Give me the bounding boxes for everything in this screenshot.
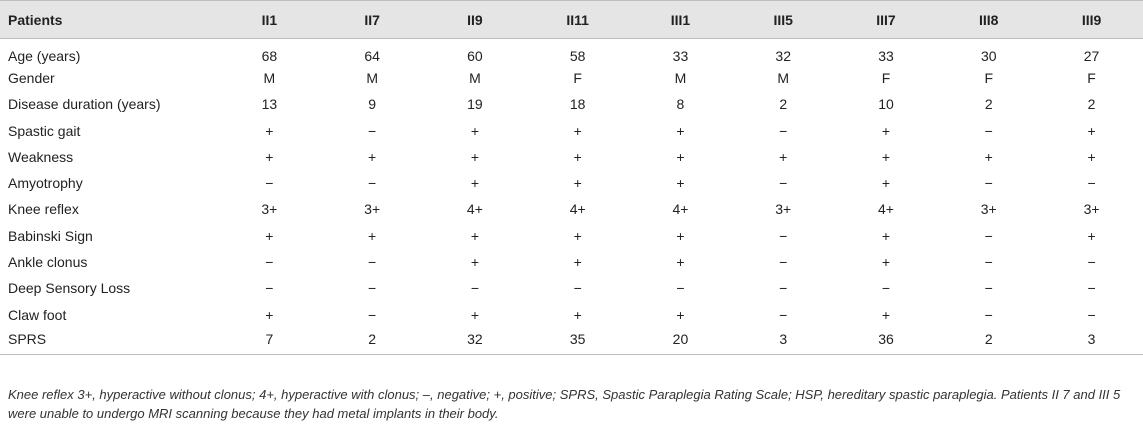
table-cell: 18	[569, 96, 586, 113]
table-cell: 4+	[672, 201, 689, 218]
header-cell: III5	[732, 1, 835, 39]
header-cell: III9	[1040, 1, 1143, 39]
table-cell: −	[1087, 254, 1096, 271]
table-cell: 35	[526, 328, 629, 354]
table-cell: +	[779, 148, 788, 165]
table-cell: +	[470, 122, 479, 139]
table-cell: 64	[364, 47, 380, 64]
table-cell: +	[881, 306, 891, 323]
table-cell: 33	[672, 47, 689, 64]
table-cell: F	[573, 69, 582, 86]
table-cell: +	[573, 227, 582, 244]
table-cell: +	[265, 122, 274, 139]
table-cell: M	[366, 69, 378, 86]
table-cell: 32	[424, 328, 527, 354]
table-cell: F	[984, 69, 994, 86]
table-cell: +	[368, 148, 377, 165]
table-cell: F	[1087, 69, 1096, 86]
table-cell: 33	[878, 47, 894, 64]
table-cell: 68	[261, 47, 278, 64]
table-cell: −	[779, 175, 788, 192]
table-cell: +	[368, 227, 377, 244]
table-row	[0, 275, 1143, 301]
table-cell: 10	[878, 96, 894, 113]
table-cell: +	[573, 122, 582, 139]
row-label: Gender	[8, 69, 55, 86]
row-label: Amyotrophy	[8, 175, 83, 192]
table-row	[0, 117, 1143, 143]
table-cell: 7	[218, 328, 321, 354]
table-cell: 30	[980, 47, 997, 64]
table-cell: +	[573, 306, 582, 323]
table-cell: −	[265, 175, 274, 192]
table-cell: 3+	[261, 201, 278, 218]
table-cell: +	[881, 122, 891, 139]
table-cell: 8	[676, 96, 685, 113]
table-cell: 58	[569, 47, 586, 64]
table-cell: 20	[629, 328, 732, 354]
table-cell: 4+	[877, 201, 894, 218]
table-row	[0, 196, 1143, 222]
table-cell: −	[779, 306, 788, 323]
table-cell: −	[368, 175, 377, 192]
table-header	[0, 1, 1143, 39]
table-cell: 32	[775, 47, 791, 64]
table-cell: M	[674, 69, 687, 86]
row-label: Babinski Sign	[8, 227, 93, 244]
table-cell: 60	[467, 47, 483, 64]
row-label: Deep Sensory Loss	[8, 280, 131, 297]
table-cell: 3+	[775, 201, 792, 218]
table-row	[0, 249, 1143, 275]
table-cell: +	[1087, 227, 1096, 244]
table-cell: 2	[321, 328, 424, 354]
table-cell: +	[676, 227, 685, 244]
table-cell: 4+	[466, 201, 483, 218]
table-cell: 3	[732, 328, 835, 354]
table-row	[0, 39, 1143, 65]
table-cell: +	[676, 254, 685, 271]
table-cell: 2	[984, 96, 993, 113]
table-cell: 2	[1087, 96, 1096, 113]
table-cell: +	[881, 175, 891, 192]
table-cell: +	[676, 306, 685, 323]
header-cell: II9	[424, 1, 527, 39]
header-cell: II1	[218, 1, 321, 39]
header-cell: III1	[629, 1, 732, 39]
table-cell: +	[470, 175, 479, 192]
table-cell: −	[368, 280, 377, 297]
table-cell: +	[573, 175, 582, 192]
table-cell: −	[265, 280, 274, 297]
table-cell: M	[263, 69, 276, 86]
table-cell: 2	[937, 328, 1040, 354]
table-row	[0, 170, 1143, 196]
table-cell: +	[470, 254, 479, 271]
table-cell: −	[368, 306, 377, 323]
table-cell: −	[984, 280, 993, 297]
table-cell: −	[881, 280, 891, 297]
table-cell: −	[676, 280, 685, 297]
table-cell: 3+	[1083, 201, 1100, 218]
table-cell: −	[470, 280, 479, 297]
table-cell: +	[881, 254, 891, 271]
table-cell: −	[1087, 306, 1096, 323]
table-cell: +	[676, 175, 685, 192]
table-cell: −	[984, 227, 993, 244]
table-cell: 3+	[364, 201, 381, 218]
header-cell: III8	[937, 1, 1040, 39]
table-cell: +	[881, 148, 891, 165]
table-cell: +	[265, 148, 274, 165]
row-label: Spastic gait	[8, 122, 81, 139]
table-cell: −	[984, 122, 993, 139]
table-row	[0, 223, 1143, 249]
table-cell: −	[779, 122, 788, 139]
table-cell: +	[881, 227, 891, 244]
table-cell: +	[984, 148, 993, 165]
table-cell: 2	[779, 96, 788, 113]
table-cell: M	[777, 69, 790, 86]
table-cell: 36	[835, 328, 938, 354]
table-cell: −	[779, 280, 788, 297]
table-cell: 3	[1040, 328, 1143, 354]
table-cell: −	[779, 254, 788, 271]
table-cell: M	[469, 69, 481, 86]
table-cell: +	[1087, 122, 1096, 139]
table-cell: +	[676, 148, 685, 165]
table-cell: 4+	[569, 201, 586, 218]
table-cell: +	[573, 148, 582, 165]
table-row	[0, 144, 1143, 170]
row-label: Disease duration (years)	[8, 96, 161, 113]
table-cell: +	[265, 227, 274, 244]
row-label: Knee reflex	[8, 201, 79, 218]
table-row	[0, 328, 1143, 354]
header-cell: II7	[321, 1, 424, 39]
table-row	[0, 301, 1143, 327]
table-cell: 3+	[980, 201, 997, 218]
header-cell: Patients	[0, 1, 218, 39]
table-cell: +	[265, 306, 274, 323]
row-label: Weakness	[8, 148, 74, 165]
row-label: Ankle clonus	[8, 254, 88, 271]
table-body	[0, 39, 1143, 355]
table-cell: −	[984, 254, 993, 271]
row-label: Age (years)	[8, 47, 81, 64]
row-label: Claw foot	[8, 306, 67, 323]
table-cell: 9	[368, 96, 377, 113]
table-cell: 27	[1083, 47, 1100, 64]
table-footnote: Knee reflex 3+, hyperactive without clonus; 4+, hyperactive with clonus; –, negative; +, positive; SPRS, Spastic Paraplegia Rating Scale; HSP, hereditary spastic paraplegia. Patients II 7 and III 5 were unable to undergo MRI scanning because they had metal implants in their body.	[8, 387, 1121, 421]
table-cell: 19	[467, 96, 483, 113]
table-cell: −	[368, 254, 377, 271]
header-row	[0, 1, 1143, 39]
header-cell: II11	[526, 1, 629, 39]
table-cell: −	[779, 227, 788, 244]
table-cell: −	[1087, 175, 1096, 192]
table-cell: +	[470, 148, 479, 165]
table-cell: −	[1087, 280, 1096, 297]
table-cell: +	[470, 227, 479, 244]
table-cell: −	[573, 280, 582, 297]
table-cell: +	[676, 122, 685, 139]
table-cell: −	[984, 175, 993, 192]
row-label: SPRS	[0, 328, 218, 354]
table-row	[0, 91, 1143, 117]
table-cell: 13	[261, 96, 278, 113]
table-row	[0, 65, 1143, 91]
table-cell: +	[1087, 148, 1096, 165]
table-cell: F	[881, 69, 891, 86]
table-cell: −	[984, 306, 993, 323]
table-cell: +	[573, 254, 582, 271]
header-cell: III7	[835, 1, 938, 39]
table-cell: −	[368, 122, 377, 139]
table-cell: +	[470, 306, 479, 323]
table-cell: −	[265, 254, 274, 271]
